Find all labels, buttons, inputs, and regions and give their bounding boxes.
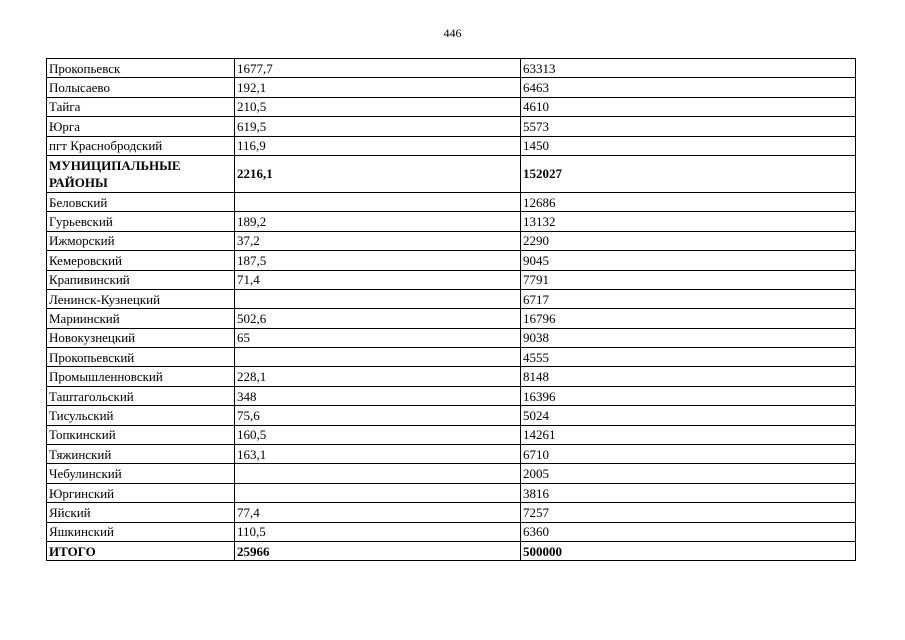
- row-name-cell: Юргинский: [47, 483, 235, 502]
- row-total-cell: 9038: [521, 328, 856, 347]
- page-number: 446: [443, 26, 462, 40]
- row-name-cell: Мариинский: [47, 309, 235, 328]
- table-row: [47, 522, 856, 541]
- row-value-cell: 160,5: [235, 425, 521, 444]
- row-value-cell: [235, 464, 521, 483]
- table-row: [47, 425, 856, 444]
- row-name-cell: Прокопьевск: [47, 59, 235, 78]
- row-name-cell: Тяжинский: [47, 445, 235, 464]
- table-row: [47, 117, 856, 136]
- row-name-cell: Чебулинский: [47, 464, 235, 483]
- row-total-cell: 7257: [521, 503, 856, 522]
- row-total-cell: 4555: [521, 348, 856, 367]
- row-total-cell: 16796: [521, 309, 856, 328]
- table-row: [47, 78, 856, 97]
- table-row: [47, 406, 856, 425]
- row-name-cell: Беловский: [47, 192, 235, 211]
- row-value-cell: 71,4: [235, 270, 521, 289]
- row-value-cell: 192,1: [235, 78, 521, 97]
- table-row: [47, 289, 856, 308]
- row-total-cell: 6717: [521, 289, 856, 308]
- row-value-cell: [235, 483, 521, 502]
- table-row: [47, 155, 856, 192]
- row-name-cell: Полысаево: [47, 78, 235, 97]
- row-name-cell: Тисульский: [47, 406, 235, 425]
- table-row: [47, 464, 856, 483]
- row-total-cell: 3816: [521, 483, 856, 502]
- table-row: [47, 541, 856, 560]
- row-total-cell: 4610: [521, 97, 856, 116]
- row-value-cell: 189,2: [235, 212, 521, 231]
- table-row: [47, 328, 856, 347]
- row-total-cell: 13132: [521, 212, 856, 231]
- row-name-cell: Кемеровский: [47, 251, 235, 270]
- table-row: [47, 348, 856, 367]
- row-value-cell: 25966: [235, 541, 521, 560]
- row-name-cell: Гурьевский: [47, 212, 235, 231]
- row-total-cell: 5024: [521, 406, 856, 425]
- row-value-cell: 210,5: [235, 97, 521, 116]
- row-value-cell: 1677,7: [235, 59, 521, 78]
- row-total-cell: 5573: [521, 117, 856, 136]
- row-total-cell: 6360: [521, 522, 856, 541]
- row-value-cell: 348: [235, 386, 521, 405]
- table-body: [47, 59, 856, 561]
- row-total-cell: 12686: [521, 192, 856, 211]
- row-total-cell: 2005: [521, 464, 856, 483]
- table-row: [47, 483, 856, 502]
- row-total-cell: 63313: [521, 59, 856, 78]
- table-row: [47, 231, 856, 250]
- row-value-cell: 110,5: [235, 522, 521, 541]
- row-name-cell: Промышленновский: [47, 367, 235, 386]
- table-row: [47, 212, 856, 231]
- row-name-cell: Новокузнецкий: [47, 328, 235, 347]
- table-row: [47, 59, 856, 78]
- table-row: [47, 97, 856, 116]
- row-value-cell: 77,4: [235, 503, 521, 522]
- row-value-cell: 65: [235, 328, 521, 347]
- row-total-cell: 152027: [521, 155, 856, 192]
- row-name-cell: ИТОГО: [47, 541, 235, 560]
- row-total-cell: 8148: [521, 367, 856, 386]
- row-value-cell: [235, 192, 521, 211]
- row-value-cell: 2216,1: [235, 155, 521, 192]
- row-total-cell: 16396: [521, 386, 856, 405]
- row-value-cell: 116,9: [235, 136, 521, 155]
- row-name-cell: пгт Краснобродский: [47, 136, 235, 155]
- row-value-cell: 187,5: [235, 251, 521, 270]
- table-row: [47, 503, 856, 522]
- row-name-cell: Юрга: [47, 117, 235, 136]
- table-row: [47, 192, 856, 211]
- table-row: [47, 251, 856, 270]
- row-value-cell: 163,1: [235, 445, 521, 464]
- row-name-cell: Таштагольский: [47, 386, 235, 405]
- table-row: [47, 445, 856, 464]
- row-total-cell: 7791: [521, 270, 856, 289]
- table-row: [47, 367, 856, 386]
- table-row: [47, 270, 856, 289]
- row-name-cell: Яшкинский: [47, 522, 235, 541]
- table-row: [47, 386, 856, 405]
- row-name-cell: МУНИЦИПАЛЬНЫЕ РАЙОНЫ: [47, 155, 235, 192]
- row-value-cell: [235, 348, 521, 367]
- table-row: [47, 309, 856, 328]
- row-name-cell: Прокопьевский: [47, 348, 235, 367]
- row-name-cell: Тайга: [47, 97, 235, 116]
- row-total-cell: 6463: [521, 78, 856, 97]
- data-table: [46, 58, 856, 561]
- row-total-cell: 1450: [521, 136, 856, 155]
- row-value-cell: [235, 289, 521, 308]
- row-value-cell: 502,6: [235, 309, 521, 328]
- row-value-cell: 75,6: [235, 406, 521, 425]
- row-name-cell: Ижморский: [47, 231, 235, 250]
- row-total-cell: 14261: [521, 425, 856, 444]
- row-name-cell: Ленинск-Кузнецкий: [47, 289, 235, 308]
- row-value-cell: 37,2: [235, 231, 521, 250]
- row-total-cell: 500000: [521, 541, 856, 560]
- row-value-cell: 619,5: [235, 117, 521, 136]
- row-name-cell: Крапивинский: [47, 270, 235, 289]
- row-total-cell: 9045: [521, 251, 856, 270]
- row-name-cell: Яйский: [47, 503, 235, 522]
- table-row: [47, 136, 856, 155]
- row-name-cell: Топкинский: [47, 425, 235, 444]
- row-total-cell: 6710: [521, 445, 856, 464]
- row-value-cell: 228,1: [235, 367, 521, 386]
- row-total-cell: 2290: [521, 231, 856, 250]
